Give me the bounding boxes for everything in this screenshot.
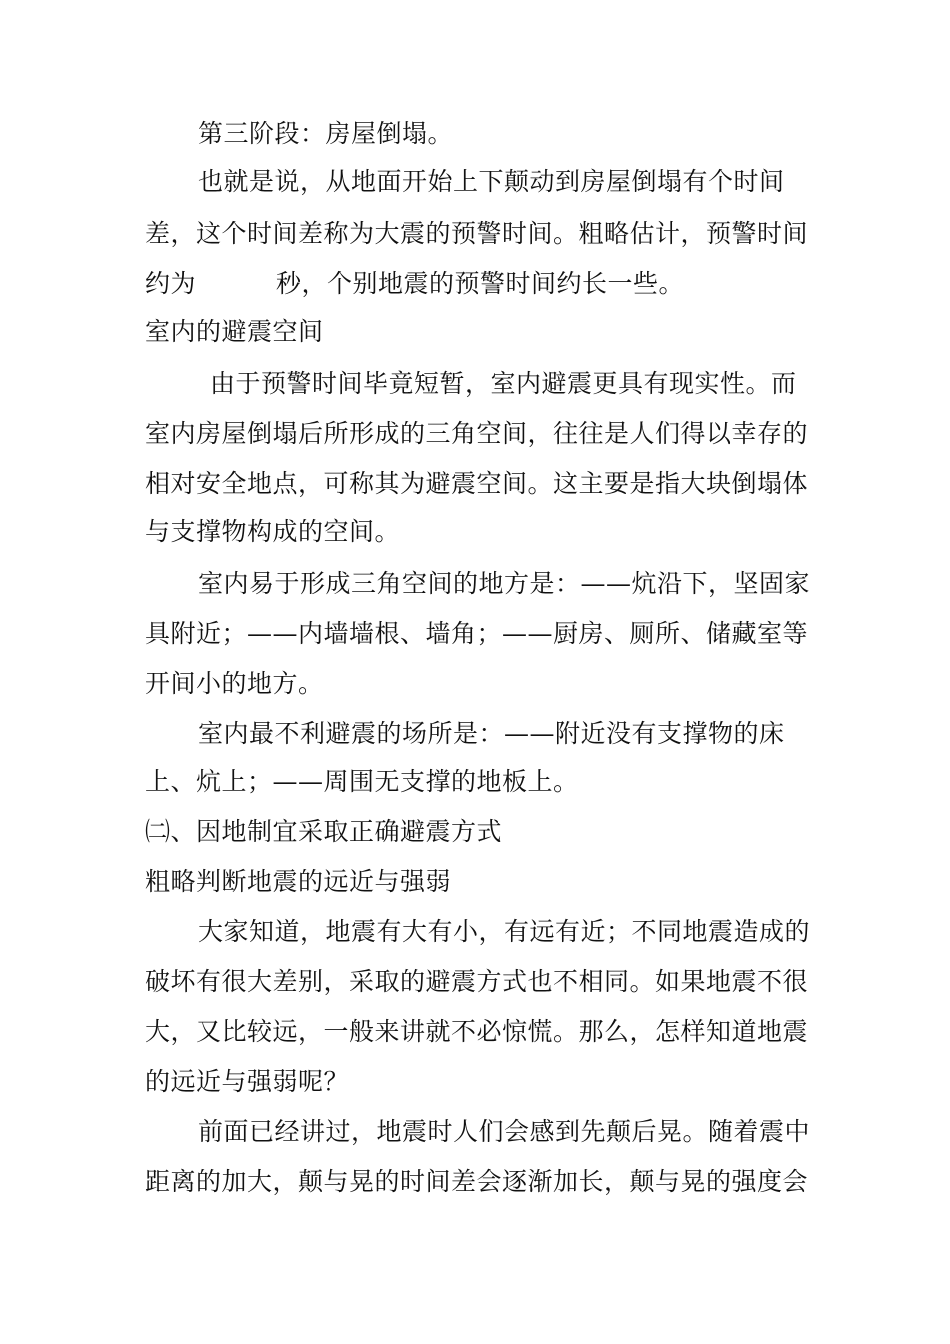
paragraph-line: 第三阶段：房屋倒塌。 [198,119,454,148]
line-text-before-blank: 约为 [145,269,197,298]
paragraph-line: 大，又比较远，一般来讲就不必惊慌。那么，怎样知道地震 [145,1017,809,1046]
paragraph-line: 距离的加大，颠与晃的时间差会逐渐加长，颠与晃的强度会 [145,1167,809,1196]
paragraph-line: 具附近；——内墙墙根、墙角；——厨房、厕所、储藏室等 [145,619,809,648]
section-heading: ㈡、因地制宜采取正确避震方式 [145,817,503,846]
section-heading: 室内的避震空间 [145,317,324,346]
paragraph-line: 由于预警时间毕竟短暂，室内避震更具有现实性。而 [210,369,797,398]
paragraph-line: 破坏有很大差别，采取的避震方式也不相同。如果地震不很 [145,967,809,996]
paragraph-line: 差，这个时间差称为大震的预警时间。粗略估计，预警时间 [145,219,809,248]
paragraph-line: 相对安全地点，可称其为避震空间。这主要是指大块倒塌体 [145,469,809,498]
paragraph-line: 开间小的地方。 [145,669,324,698]
paragraph-line: 也就是说，从地面开始上下颠动到房屋倒塌有个时间 [198,167,785,196]
subsection-heading: 粗略判断地震的远近与强弱 [145,867,452,896]
paragraph-line: 上、炕上；——周围无支撑的地板上。 [145,767,579,796]
paragraph-line: 大家知道，地震有大有小，有远有近；不同地震造成的 [198,917,811,946]
paragraph-line: 室内房屋倒塌后所形成的三角空间，往往是人们得以幸存的 [145,419,809,448]
paragraph-line: 前面已经讲过，地震时人们会感到先颠后晃。随着震中 [198,1117,811,1146]
paragraph-line-with-blank [0,264,950,304]
paragraph-line: 与支撑物构成的空间。 [145,517,401,546]
line-text-after-blank: 秒，个别地震的预警时间约长一些。 [276,269,685,298]
paragraph-line: 室内易于形成三角空间的地方是：——炕沿下，坚固家 [198,569,811,598]
paragraph-line: 室内最不利避震的场所是：——附近没有支撑物的床 [198,719,785,748]
paragraph-line: 的远近与强弱呢？ [145,1067,350,1096]
